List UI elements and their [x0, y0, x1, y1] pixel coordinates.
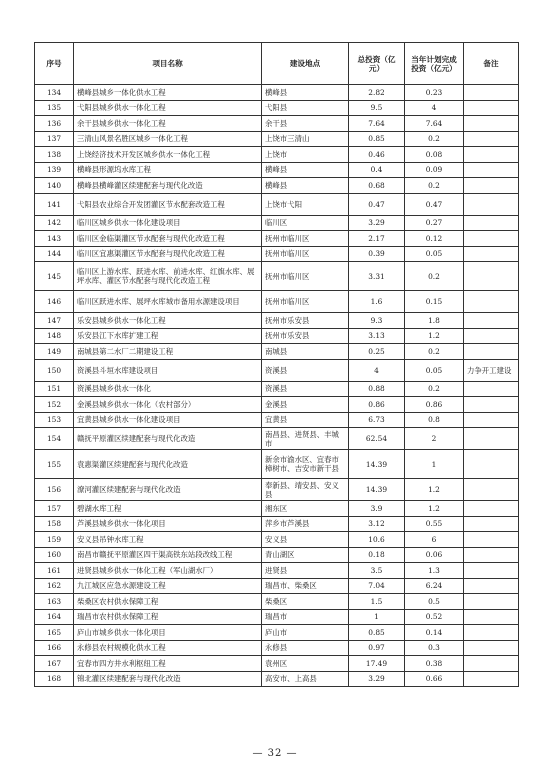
cell-seq: 150 [35, 359, 74, 381]
table-row [35, 193, 519, 215]
cell-total-investment: 0.47 [349, 193, 405, 215]
cell-total-investment: 4 [349, 359, 405, 381]
table-row [35, 344, 519, 360]
table-row [35, 328, 519, 344]
cell-location: 湘东区 [262, 501, 349, 517]
cell-total-investment: 9.5 [349, 100, 405, 116]
table-row [35, 291, 519, 313]
cell-total-investment: 0.97 [349, 640, 405, 656]
cell-location: 袁州区 [262, 656, 349, 672]
table-row [35, 532, 519, 548]
cell-location: 抚州市乐安县 [262, 328, 349, 344]
table-row [35, 100, 519, 116]
cell-annual-plan: 0.09 [405, 162, 464, 178]
cell-seq: 142 [35, 215, 74, 231]
cell-project-name: 三清山风景名胜区城乡一体化工程 [74, 131, 262, 147]
cell-project-name: 乐安县城乡供水一体化工程 [74, 313, 262, 329]
cell-seq: 146 [35, 291, 74, 313]
table-row [35, 359, 519, 381]
cell-remark [464, 547, 519, 563]
cell-total-investment: 2.17 [349, 231, 405, 247]
cell-project-name: 资溪县城乡供水一体化 [74, 381, 262, 397]
header-remark: 备注 [464, 43, 519, 85]
cell-location: 横峰县 [262, 162, 349, 178]
cell-annual-plan: 0.05 [405, 359, 464, 381]
cell-location: 瑞昌市 [262, 609, 349, 625]
cell-seq: 139 [35, 162, 74, 178]
table-row [35, 640, 519, 656]
cell-remark [464, 262, 519, 291]
cell-seq: 155 [35, 450, 74, 479]
cell-project-name: 柴桑区农村供水保障工程 [74, 594, 262, 610]
cell-remark [464, 193, 519, 215]
cell-location: 南昌县、进贤县、丰城市 [262, 428, 349, 450]
cell-remark [464, 231, 519, 247]
header-seq: 序号 [35, 43, 74, 85]
cell-seq: 149 [35, 344, 74, 360]
table-row [35, 428, 519, 450]
cell-remark [464, 178, 519, 194]
cell-seq: 147 [35, 313, 74, 329]
cell-annual-plan: 0.47 [405, 193, 464, 215]
cell-total-investment: 0.85 [349, 131, 405, 147]
table-row [35, 578, 519, 594]
cell-remark: 力争开工建设 [464, 359, 519, 381]
cell-location: 永修县 [262, 640, 349, 656]
cell-location: 高安市、上高县 [262, 671, 349, 687]
cell-location: 庐山市 [262, 625, 349, 641]
cell-location: 横峰县 [262, 178, 349, 194]
cell-total-investment: 1.6 [349, 291, 405, 313]
cell-location: 抚州市临川区 [262, 262, 349, 291]
cell-project-name: 袁惠渠灌区续建配套与现代化改造 [74, 450, 262, 479]
cell-annual-plan: 0.5 [405, 594, 464, 610]
table-row [35, 412, 519, 428]
table-row [35, 231, 519, 247]
cell-remark [464, 656, 519, 672]
cell-location: 上饶市弋阳 [262, 193, 349, 215]
cell-project-name: 进贤县城乡供水一体化工程（军山湖水厂） [74, 563, 262, 579]
cell-seq: 166 [35, 640, 74, 656]
cell-seq: 167 [35, 656, 74, 672]
cell-project-name: 宜春市四方井水利枢纽工程 [74, 656, 262, 672]
cell-remark [464, 671, 519, 687]
cell-annual-plan: 0.3 [405, 640, 464, 656]
cell-project-name: 南城县第二水厂二期建设工程 [74, 344, 262, 360]
table-row [35, 656, 519, 672]
cell-remark [464, 291, 519, 313]
cell-total-investment: 7.64 [349, 116, 405, 132]
cell-annual-plan: 2 [405, 428, 464, 450]
table-row [35, 450, 519, 479]
cell-location: 金溪县 [262, 397, 349, 413]
table-row [35, 116, 519, 132]
cell-remark [464, 532, 519, 548]
cell-project-name: 临川区上游水库、跃进水库、前进水库、红旗水库、展坪水库、灌区节水配套与现代化改造工程 [74, 262, 262, 291]
document-page [34, 42, 518, 687]
cell-project-name: 乐安县江下水库扩建工程 [74, 328, 262, 344]
table-row [35, 397, 519, 413]
table-row [35, 162, 519, 178]
cell-total-investment: 0.18 [349, 547, 405, 563]
cell-annual-plan: 0.15 [405, 291, 464, 313]
cell-total-investment: 3.29 [349, 215, 405, 231]
cell-annual-plan: 0.05 [405, 246, 464, 262]
table-row [35, 671, 519, 687]
project-table [34, 42, 519, 687]
table-row [35, 85, 519, 101]
cell-project-name: 临川区跃进水库、展坪水库城市备用水源建设项目 [74, 291, 262, 313]
table-row [35, 147, 519, 163]
cell-project-name: 宜黄县城乡供水一体化建设项目 [74, 412, 262, 428]
cell-annual-plan: 1.8 [405, 313, 464, 329]
cell-project-name: 横峰县城乡一体化供水工程 [74, 85, 262, 101]
cell-remark [464, 313, 519, 329]
cell-remark [464, 594, 519, 610]
cell-total-investment: 17.49 [349, 656, 405, 672]
header-annual-plan: 当年计划完成投资（亿元） [405, 43, 464, 85]
cell-remark [464, 328, 519, 344]
cell-annual-plan: 0.06 [405, 547, 464, 563]
table-row [35, 594, 519, 610]
cell-location: 资溪县 [262, 381, 349, 397]
cell-total-investment: 2.82 [349, 85, 405, 101]
cell-annual-plan: 1.2 [405, 479, 464, 501]
cell-location: 安义县 [262, 532, 349, 548]
cell-total-investment: 0.46 [349, 147, 405, 163]
cell-location: 柴桑区 [262, 594, 349, 610]
cell-seq: 134 [35, 85, 74, 101]
cell-seq: 135 [35, 100, 74, 116]
cell-total-investment: 3.5 [349, 563, 405, 579]
cell-remark [464, 450, 519, 479]
cell-remark [464, 625, 519, 641]
cell-location: 抚州市临川区 [262, 246, 349, 262]
cell-remark [464, 479, 519, 501]
cell-total-investment: 3.29 [349, 671, 405, 687]
cell-seq: 151 [35, 381, 74, 397]
cell-annual-plan: 0.2 [405, 381, 464, 397]
cell-project-name: 芦溪县城乡供水一体化项目 [74, 516, 262, 532]
cell-project-name: 赣抚平原灌区续建配套与现代化改造 [74, 428, 262, 450]
cell-location: 弋阳县 [262, 100, 349, 116]
cell-project-name: 永修县农村规模化供水工程 [74, 640, 262, 656]
cell-project-name: 余干县城乡供水一体化工程 [74, 116, 262, 132]
cell-seq: 138 [35, 147, 74, 163]
table-row [35, 516, 519, 532]
cell-seq: 160 [35, 547, 74, 563]
cell-total-investment: 14.39 [349, 479, 405, 501]
header-location: 建设地点 [262, 43, 349, 85]
table-header-row [35, 43, 519, 85]
cell-project-name: 金溪县城乡供水一体化（农村部分） [74, 397, 262, 413]
cell-annual-plan: 0.8 [405, 412, 464, 428]
cell-remark [464, 246, 519, 262]
cell-total-investment: 0.39 [349, 246, 405, 262]
table-row [35, 262, 519, 291]
cell-location: 宜黄县 [262, 412, 349, 428]
cell-total-investment: 0.88 [349, 381, 405, 397]
cell-location: 上饶市三清山 [262, 131, 349, 147]
table-row [35, 609, 519, 625]
cell-project-name: 九江城区应急水源建设工程 [74, 578, 262, 594]
cell-seq: 164 [35, 609, 74, 625]
cell-project-name: 碧湖水库工程 [74, 501, 262, 517]
cell-seq: 144 [35, 246, 74, 262]
cell-seq: 136 [35, 116, 74, 132]
cell-seq: 156 [35, 479, 74, 501]
cell-location: 资溪县 [262, 359, 349, 381]
cell-seq: 140 [35, 178, 74, 194]
cell-annual-plan: 4 [405, 100, 464, 116]
cell-project-name: 潦河灌区续建配套与现代化改造 [74, 479, 262, 501]
cell-total-investment: 0.4 [349, 162, 405, 178]
cell-annual-plan: 0.86 [405, 397, 464, 413]
cell-project-name: 横峰县形源坞水库工程 [74, 162, 262, 178]
cell-location: 抚州市乐安县 [262, 313, 349, 329]
cell-annual-plan: 6 [405, 532, 464, 548]
cell-seq: 154 [35, 428, 74, 450]
cell-total-investment: 9.3 [349, 313, 405, 329]
cell-seq: 162 [35, 578, 74, 594]
cell-seq: 141 [35, 193, 74, 215]
cell-project-name: 临川区宜惠渠灌区节水配套与现代化改造工程 [74, 246, 262, 262]
cell-remark [464, 397, 519, 413]
cell-project-name: 瑞昌市农村供水保障工程 [74, 609, 262, 625]
table-row [35, 313, 519, 329]
cell-project-name: 临川区城乡供水一体化建设项目 [74, 215, 262, 231]
cell-seq: 168 [35, 671, 74, 687]
table-row [35, 547, 519, 563]
cell-seq: 152 [35, 397, 74, 413]
page-number: — 32 — [252, 748, 298, 759]
cell-seq: 159 [35, 532, 74, 548]
cell-total-investment: 7.04 [349, 578, 405, 594]
cell-seq: 158 [35, 516, 74, 532]
cell-annual-plan: 0.55 [405, 516, 464, 532]
cell-remark [464, 131, 519, 147]
cell-annual-plan: 1.3 [405, 563, 464, 579]
cell-location: 瑞昌市、柴桑区 [262, 578, 349, 594]
cell-seq: 161 [35, 563, 74, 579]
cell-project-name: 弋阳县农业综合开发团灌区节水配套改造工程 [74, 193, 262, 215]
cell-seq: 163 [35, 594, 74, 610]
cell-project-name: 南昌市赣抚平原灌区四干渠高铁东站段改线工程 [74, 547, 262, 563]
cell-annual-plan: 1 [405, 450, 464, 479]
cell-project-name: 横峰县横峰灌区续建配套与现代化改造 [74, 178, 262, 194]
cell-remark [464, 147, 519, 163]
cell-project-name: 安义县吊钟水库工程 [74, 532, 262, 548]
cell-annual-plan: 0.14 [405, 625, 464, 641]
cell-total-investment: 3.13 [349, 328, 405, 344]
cell-annual-plan: 0.2 [405, 344, 464, 360]
cell-annual-plan: 6.24 [405, 578, 464, 594]
cell-seq: 143 [35, 231, 74, 247]
cell-project-name: 庐山市城乡供水一体化项目 [74, 625, 262, 641]
header-project-name: 项目名称 [74, 43, 262, 85]
cell-annual-plan: 7.64 [405, 116, 464, 132]
cell-remark [464, 215, 519, 231]
cell-total-investment: 0.25 [349, 344, 405, 360]
cell-location: 青山湖区 [262, 547, 349, 563]
cell-seq: 165 [35, 625, 74, 641]
cell-total-investment: 3.12 [349, 516, 405, 532]
cell-remark [464, 516, 519, 532]
cell-annual-plan: 0.66 [405, 671, 464, 687]
cell-remark [464, 609, 519, 625]
cell-remark [464, 578, 519, 594]
table-row [35, 246, 519, 262]
table-row [35, 625, 519, 641]
cell-annual-plan: 0.27 [405, 215, 464, 231]
cell-annual-plan: 0.52 [405, 609, 464, 625]
cell-total-investment: 14.39 [349, 450, 405, 479]
cell-annual-plan: 0.38 [405, 656, 464, 672]
cell-annual-plan: 0.08 [405, 147, 464, 163]
cell-project-name: 上饶经济技术开发区城乡供水一体化工程 [74, 147, 262, 163]
cell-total-investment: 1 [349, 609, 405, 625]
cell-total-investment: 0.85 [349, 625, 405, 641]
table-row [35, 563, 519, 579]
cell-remark [464, 501, 519, 517]
cell-location: 南城县 [262, 344, 349, 360]
table-row [35, 215, 519, 231]
table-row [35, 131, 519, 147]
cell-annual-plan: 0.23 [405, 85, 464, 101]
cell-total-investment: 62.54 [349, 428, 405, 450]
cell-total-investment: 3.31 [349, 262, 405, 291]
cell-remark [464, 563, 519, 579]
cell-annual-plan: 0.12 [405, 231, 464, 247]
cell-annual-plan: 0.2 [405, 178, 464, 194]
table-row [35, 381, 519, 397]
cell-remark [464, 428, 519, 450]
cell-seq: 148 [35, 328, 74, 344]
cell-remark [464, 100, 519, 116]
cell-location: 进贤县 [262, 563, 349, 579]
cell-location: 新余市渝水区、宜春市樟树市、吉安市新干县 [262, 450, 349, 479]
cell-annual-plan: 1.2 [405, 328, 464, 344]
cell-total-investment: 6.73 [349, 412, 405, 428]
table-row [35, 501, 519, 517]
cell-location: 上饶市 [262, 147, 349, 163]
cell-remark [464, 85, 519, 101]
cell-location: 抚州市临川区 [262, 291, 349, 313]
cell-location: 萍乡市芦溪县 [262, 516, 349, 532]
cell-seq: 137 [35, 131, 74, 147]
cell-annual-plan: 1.2 [405, 501, 464, 517]
table-row [35, 178, 519, 194]
cell-seq: 145 [35, 262, 74, 291]
cell-annual-plan: 0.2 [405, 262, 464, 291]
cell-location: 余干县 [262, 116, 349, 132]
cell-seq: 153 [35, 412, 74, 428]
cell-remark [464, 381, 519, 397]
cell-project-name: 弋阳县城乡供水一体化工程 [74, 100, 262, 116]
cell-project-name: 资溪县斗垣水库建设项目 [74, 359, 262, 381]
cell-remark [464, 412, 519, 428]
table-row [35, 479, 519, 501]
cell-annual-plan: 0.2 [405, 131, 464, 147]
cell-total-investment: 1.5 [349, 594, 405, 610]
cell-location: 横峰县 [262, 85, 349, 101]
cell-total-investment: 0.68 [349, 178, 405, 194]
cell-seq: 157 [35, 501, 74, 517]
cell-location: 临川区 [262, 215, 349, 231]
cell-project-name: 锦北灌区续建配套与现代化改造 [74, 671, 262, 687]
cell-location: 奉新县、靖安县、安义县 [262, 479, 349, 501]
cell-remark [464, 162, 519, 178]
cell-remark [464, 640, 519, 656]
cell-project-name: 临川区金临渠灌区节水配套与现代化改造工程 [74, 231, 262, 247]
cell-location: 抚州市临川区 [262, 231, 349, 247]
cell-total-investment: 10.6 [349, 532, 405, 548]
cell-remark [464, 344, 519, 360]
cell-total-investment: 3.9 [349, 501, 405, 517]
cell-remark [464, 116, 519, 132]
cell-total-investment: 0.86 [349, 397, 405, 413]
header-total-investment: 总投资（亿元） [349, 43, 405, 85]
